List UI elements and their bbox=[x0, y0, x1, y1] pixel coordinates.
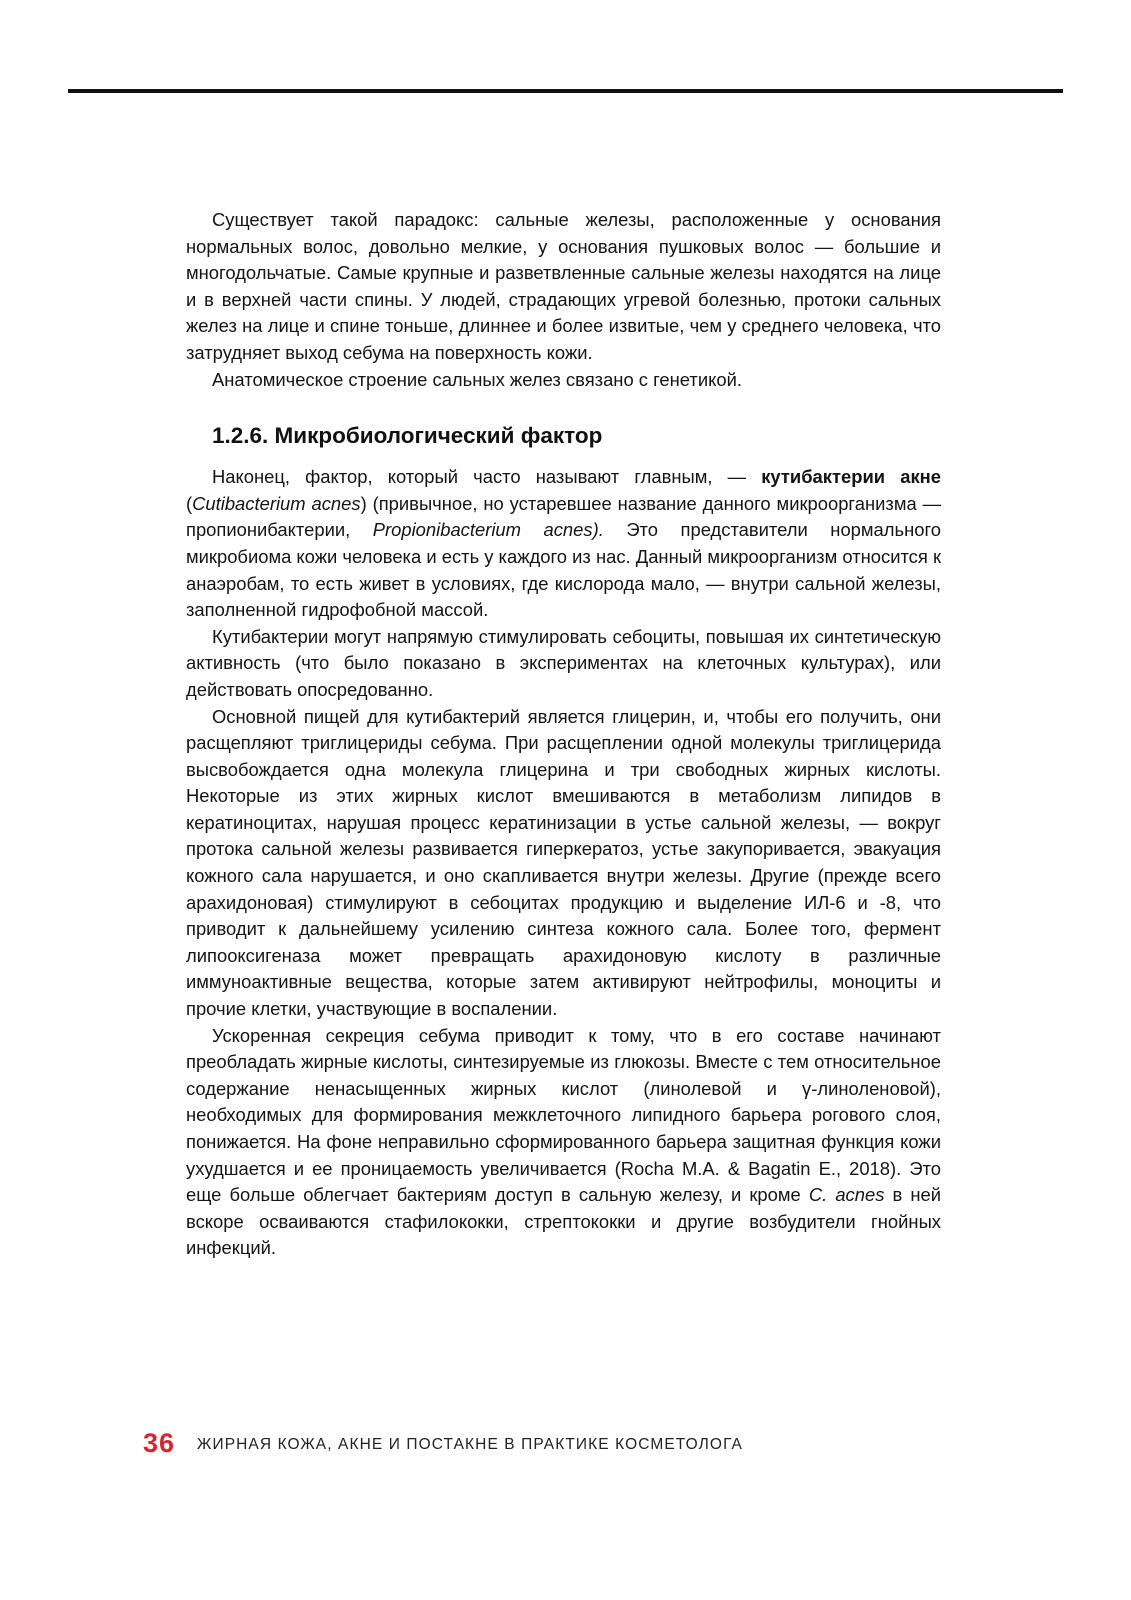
bold-term: кутибактерии акне bbox=[761, 466, 941, 488]
page-footer bbox=[143, 1428, 743, 1458]
paragraph-sebaceous-paradox: Существует такой парадокс: сальные железы, расположенные у основания нормальных волос, довольно мелкие, у основания пушковых волос — большие и многодольчатые. Самые крупные и разветвленные сальные железы находятся на лице и в верхней части спины. У людей, страдающих угревой болезнью, протоки сальных желез на лице и спине тоньше, длиннее и более извитые, чем у среднего человека, что затрудняет выход себума на поверхность кожи. bbox=[186, 209, 941, 363]
page-number: 36 bbox=[143, 1427, 176, 1458]
running-title: ЖИРНАЯ КОЖА, АКНЕ И ПОСТАКНЕ В ПРАКТИКЕ КОСМЕТОЛОГА bbox=[197, 1435, 743, 1453]
paragraph-genetics: Анатомическое строение сальных желез связано с генетикой. bbox=[212, 368, 742, 390]
text-run: Наконец, фактор, который часто называют главным, — bbox=[212, 466, 762, 488]
section-heading: 1.2.6. Микробиологический фактор bbox=[212, 423, 603, 449]
text-run: в ней вскоре осваиваются стафилококки, стрептококки и другие возбудители гнойных инфекций. bbox=[186, 1184, 941, 1259]
header-rule bbox=[68, 89, 1063, 93]
text-run: ( bbox=[186, 492, 193, 514]
latin-name: Cutibacterium acnes bbox=[192, 492, 361, 514]
paragraph-sebum-secretion bbox=[186, 1023, 941, 1262]
text-run: ) (привычное, но устаревшее название данного микроорганизма — пропионибактерии, bbox=[186, 492, 941, 541]
page-body bbox=[186, 207, 941, 1262]
paragraph-sebocyte-stimulation: Кутибактерии могут напрямую стимулировать себоциты, повышая их синтетическую активность (что было показано в экспериментах на клеточных культурах), или действовать опосредованно. bbox=[186, 625, 941, 700]
paragraph-glycerin-metabolism: Основной пищей для кутибактерий является глицерин, и, чтобы его получить, они расщепляют триглицериды себума. При расщеплении одной молекулы триглицерида высвобождается одна молекула глицерина и три свободных жирных кислоты. Некоторые из этих жирных кислот вмешиваются в метаболизм липидов в кератиноцитах, нарушая процесс кератинизации в устье сальной железы, — вокруг протока сальной железы развивается гиперкератоз, устье закупоривается, эвакуация кожного сала нарушается, и оно скапливается внутри железы. Другие (прежде всего арахидоновая) стимулируют в себоцитах продукцию и выделение ИЛ-6 и -8, что приводит к дальнейшему усилению синтеза кожного сала. Более того, фермент липооксигеназа может превращать арахидоновую кислоту в различные иммуноактивные вещества, которые затем активируют нейтрофилы, моноциты и прочие клетки, участвующие в воспалении. bbox=[186, 705, 941, 1020]
paragraph-cutibacteria-intro bbox=[186, 464, 941, 624]
text-run: Ускоренная секреция себума приводит к тому, что в его составе начинают преобладать жирные кислоты, синтезируемые из глюкозы. Вместе с тем относительное содержание ненасыщенных жирных кислот (линолевой и γ-линоленовой), необходимых для формирования межклеточного липидного барьера рогового слоя, понижается. На фоне неправильно сформированного барьера защитная функция кожи ухудшается и ее проницаемость увеличивается (Rocha M.A. & Bagatin E., 2018). Это еще больше облегчает бактериям доступ в сальную железу, и кроме bbox=[186, 1024, 941, 1206]
text-run: Это представители нормального микробиома кожи человека и есть у каждого из нас. Данный микроорганизм относится к анаэробам, то есть живет в условиях, где кислорода мало, — внутри сальной железы, заполненной гидрофобной массой. bbox=[186, 519, 942, 621]
latin-name: Propionibacterium acnes). bbox=[372, 519, 604, 541]
latin-name: C. acnes bbox=[808, 1184, 885, 1206]
